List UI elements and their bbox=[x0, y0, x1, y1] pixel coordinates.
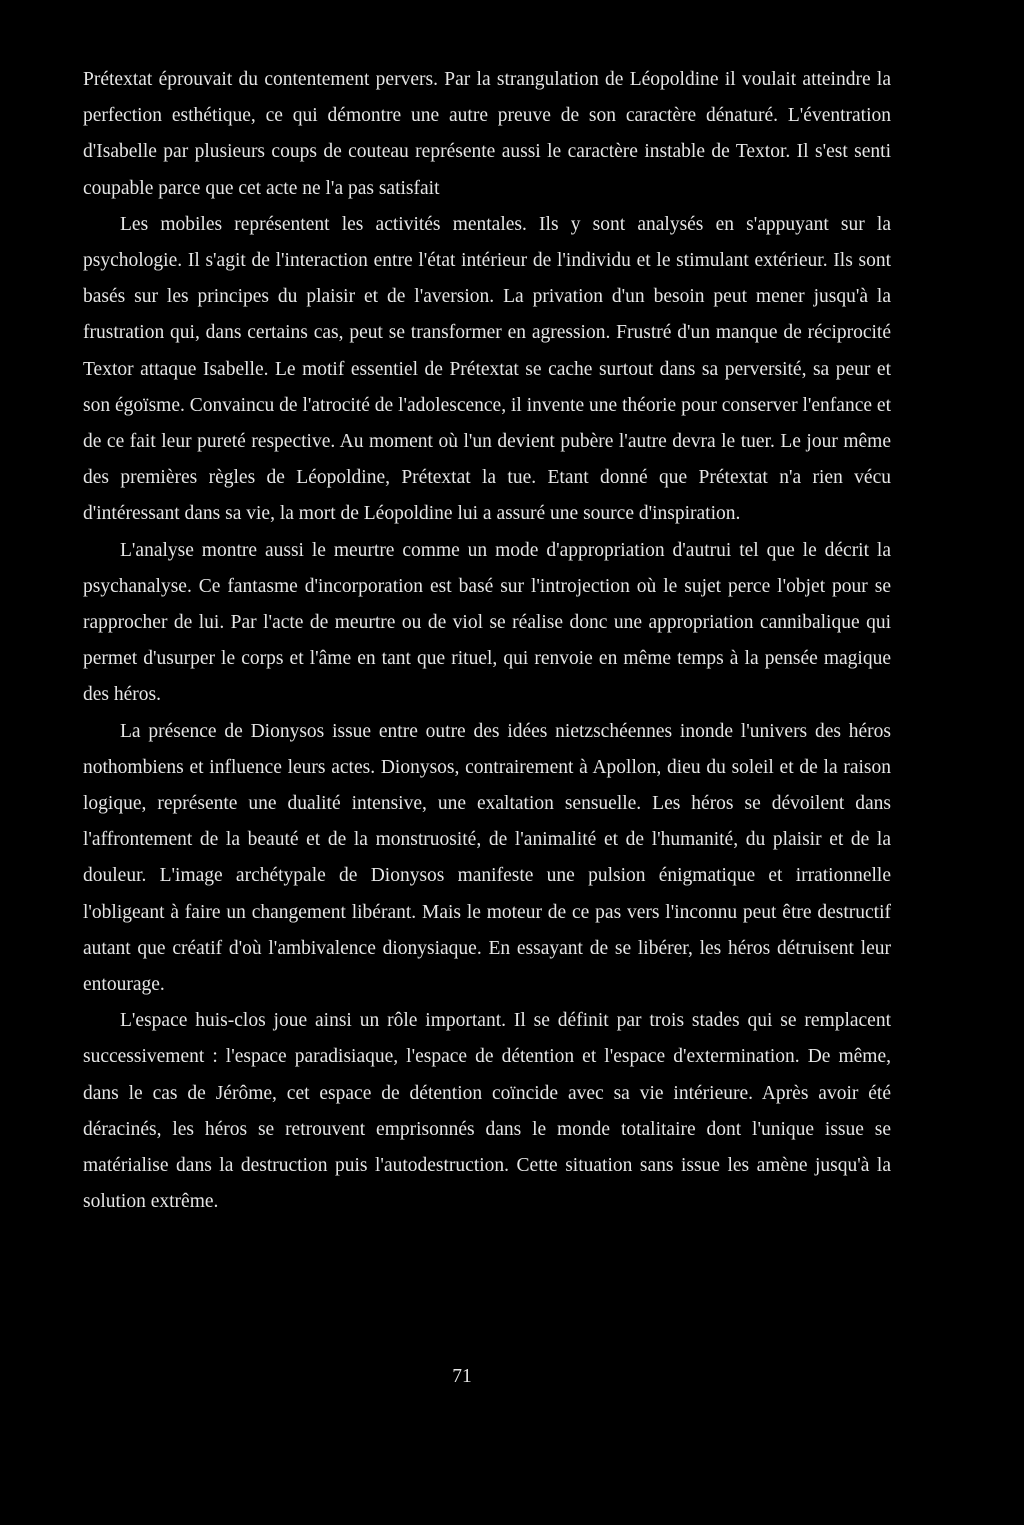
body-text bbox=[83, 62, 891, 1221]
paragraph: L'espace huis-clos joue ainsi un rôle important. Il se définit par trois stades qui se remplacent successivement : l'espace paradisiaque, l'espace de détention et l'espace d'extermination. De même, dans le cas de Jérôme, cet espace de détention coïncide avec sa vie intérieure. Après avoir été déracinés, les héros se retrouvent emprisonnés dans le monde totalitaire dont l'unique issue se matérialise dans la destruction puis l'autodestruction. Cette situation sans issue les amène jusqu'à la solution extrême. bbox=[83, 1010, 891, 1213]
paragraph: Prétextat éprouvait du contentement pervers. Par la strangulation de Léopoldine il voulait atteindre la perfection esthétique, ce qui démontre une autre preuve de son caractère dénaturé. L'éventration d'Isabelle par plusieurs coups de couteau représente aussi le caractère instable de Textor. Il s'est senti coupable parce que cet acte ne l'a pas satisfait bbox=[83, 69, 891, 199]
paragraph: L'analyse montre aussi le meurtre comme un mode d'appropriation d'autrui tel que le décrit la psychanalyse. Ce fantasme d'incorporation est basé sur l'introjection où le sujet perce l'objet pour se rapprocher de lui. Par l'acte de meurtre ou de viol se réalise donc une appropriation cannibalique qui permet d'usurper le corps et l'âme en tant que rituel, qui renvoie en même temps à la pensée magique des héros. bbox=[83, 539, 891, 706]
paragraph: La présence de Dionysos issue entre outre des idées nietzschéennes inonde l'univers des héros nothombiens et influence leurs actes. Dionysos, contrairement à Apollon, dieu du soleil et de la raison logique, représente une dualité intensive, une exaltation sensuelle. Les héros se dévoilent dans l'affrontement de la beauté et de la monstruosité, de l'animalité et de l'humanité, du plaisir et de la douleur. L'image archétypale de Dionysos manifeste une pulsion énigmatique et irrationnelle l'obligeant à faire un changement libérant. Mais le moteur de ce pas vers l'inconnu peut être destructif autant que créatif d'où l'ambivalence dionysiaque. En essayant de se libérer, les héros détruisent leur entourage. bbox=[83, 720, 891, 996]
paragraph: Les mobiles représentent les activités mentales. Ils y sont analysés en s'appuyant sur la psychologie. Il s'agit de l'interaction entre l'état intérieur de l'individu et le stimulant extérieur. Ils sont basés sur les principes du plaisir et de l'aversion. La privation d'un besoin peut mener jusqu'à la frustration qui, dans certains cas, peut se transformer en agression. Frustré d'un manque de réciprocité Textor attaque Isabelle. Le motif essentiel de Prétextat se cache surtout dans sa perversité, sa peur et son égoïsme. Convaincu de l'atrocité de l'adolescence, il invente une théorie pour conserver l'enfance et de ce fait leur pureté respective. Au moment où l'un devient pubère l'autre devra le tuer. Le jour même des premières règles de Léopoldine, Prétextat la tue. Etant donné que Prétextat n'a rien vécu d'intéressant dans sa vie, la mort de Léopoldine lui a assuré une source d'inspiration. bbox=[83, 213, 891, 525]
page-number: 71 bbox=[452, 1366, 472, 1387]
